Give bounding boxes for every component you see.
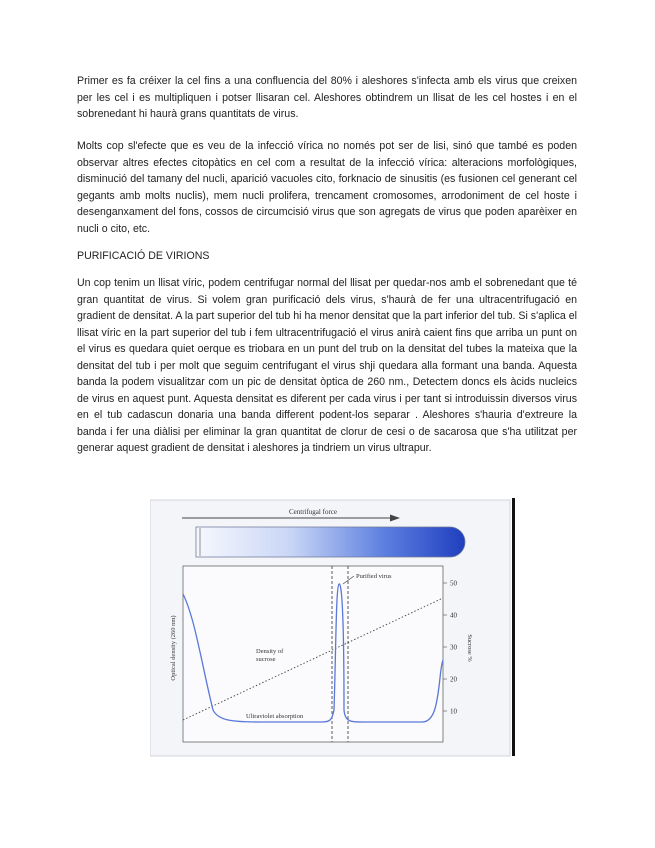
centrifuge-tube [196, 527, 465, 557]
tick-50: 50 [450, 579, 457, 588]
tick-30: 30 [450, 643, 457, 652]
paragraph-purification: Un cop tenim un llisat víric, podem centrifugar normal del llisat per quedar-nos amb el sobrenedant que té gran quantitat de virus. Si volem gran purificació dels virus, s'haurà de fer una ultracentrifugació en gradient de densitat. A la part superior del tub hi ha menor densitat que la part inferior del tub. Si s'aplica el llisat víric en la part superior del tub i fem ultracentrifugació el virus anirà caient fins que arriba un punt on el virus es quedara quiet oerque es triobara en un punt del trub on la densitat del tubes la mateixa que la densitat del tub i per molt que seguim centrifugant el virus shji quedara alla formant una banda. Aquesta banda la podem visualitzar com un pic de densitat òptica de 260 nm., Detectem doncs els àcids nucleics de virus en aquest punt. Aquesta densitat es diferent per cada virus i per tant si introduissin diversos virus en el tub cadascun donaria una banda different podent-los separar . Aleshores s'hauria d'extreure la banda i fer una diàlisi per eliminar la gran quantitat de clorur de cesi o de sacarosa que s'ha utilitzat per generar aquest gradient de densitat i aleshores ja tindriem un virus ultrapur. [77, 277, 577, 454]
force-arrow-label: Centrifugal force [288, 508, 338, 516]
centrifugation-figure [150, 498, 520, 758]
y-left-label: Optical density (260 nm) [170, 615, 177, 681]
plot-frame [183, 566, 443, 742]
label-density-2: sucrose [256, 656, 276, 663]
label-purified-virus: Purified virus [356, 573, 392, 580]
tick-40: 40 [450, 611, 457, 620]
paragraph-cytopathic-effects: Molts cop sl'efecte que es veu de la infecció vírica no només pot ser de lisi, sinó que també es poden observar altres efectes citopàtics en cel com a resultat de la infecció vírica: alteracions morfològiques, disminució del tamany del nucli, aparició vacuoles cito, forknacio de sinusitis (es fusionen cel generant cel gegants amb molts nuclis), mem nucli prolifera, trencament cromosomes, arrodoniment de cel hoste i desenganxament del fons, cossos de circumcisió virus que son agregats de virus que poden aparèixer en nucli o cito, etc. [77, 140, 577, 235]
paragraph-intro: Primer es fa créixer la cel fins a una confluencia del 80% i aleshores s'infecta amb els virus que creixen per les cel i es multipliquen i potser llisaran cel. Aleshores obtindrem un llisat de les cel hostes i en el sobrenedant hi haurà grans quantitats de virus. [77, 75, 577, 120]
label-density-1: Density of [256, 648, 284, 655]
figure-side-bar [512, 498, 515, 756]
tick-20: 20 [450, 675, 457, 684]
figure-svg [150, 498, 520, 758]
section-heading: PURIFICACIÓ DE VIRIONS [77, 250, 210, 262]
label-uv-absorption: Ultraviolet absorption [246, 713, 304, 720]
y-right-label: Sucrose % [466, 634, 473, 662]
tick-10: 10 [450, 707, 457, 716]
